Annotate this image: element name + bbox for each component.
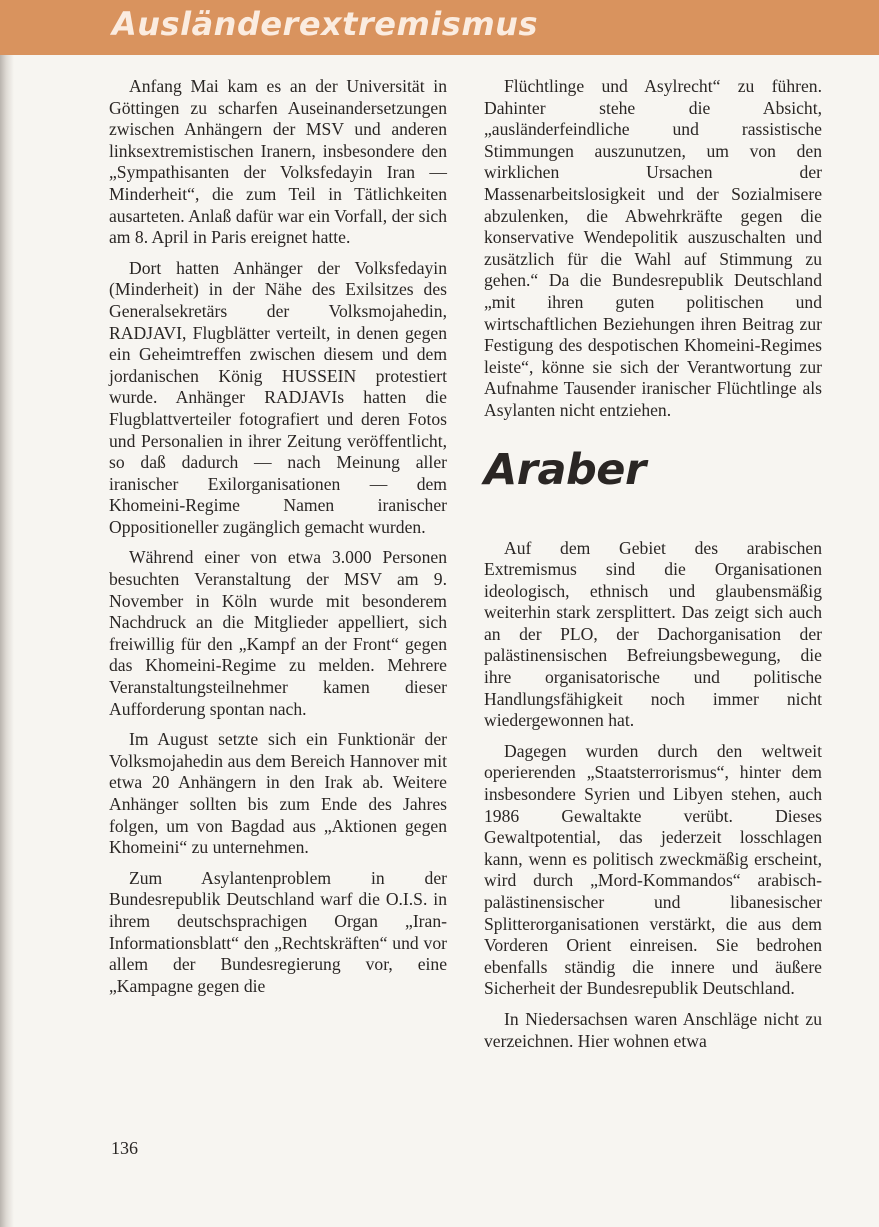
paragraph: Flüchtlinge und Asylrecht“ zu führen. Dahinter stehe die Absicht, „ausländerfeindliche und rassistische Stimmungen auszunutzen, um von den wirklichen Ursachen der Massenarbeitslosigkeit und der Sozialmisere abzulenken, die Abwehrkräfte gegen die konservative Wendepolitik auszuschalten und zusätzlich für die Wahl auf Stimmung zu gehen.“ Da die Bundesrepublik Deutschland „mit ihren guten politischen und wirtschaftlichen Beziehungen ihren Beitrag zur Festigung des despotischen Khomeini-Regimes leiste“, könne sie sich der Verantwortung zur Aufnahme Tausender iranischer Flüchtlinge als Asylanten nicht entziehen. [484, 76, 822, 420]
paragraph: Auf dem Gebiet des arabischen Extremismus sind die Organisationen ideologisch, ethnisch und glaubensmäßig weiterhin stark zersplittert. Das zeigt sich auch an der PLO, der Dachorganisation der palästinensischen Befreiungsbewegung, die ihre organisatorische und politische Handlungsfähigkeit noch immer nicht wiedergewonnen hat. [484, 537, 822, 731]
right-column [484, 76, 822, 1061]
page-number: 136 [111, 1138, 138, 1158]
page-title: Ausländerextremismus [112, 5, 538, 43]
paragraph: In Niedersachsen waren Anschläge nicht zu verzeichnen. Hier wohnen etwa [484, 1008, 822, 1051]
section-heading: Araber [484, 444, 646, 495]
page-edge-shadow [0, 0, 14, 1227]
paragraph: Während einer von etwa 3.000 Personen besuchten Veranstaltung der MSV am 9. November in Köln wurde mit besonderem Nachdruck an die Mitglieder appelliert, sich freiwillig für den „Kampf an der Front“ gegen das Khomeini-Regime zu melden. Mehrere Veranstaltungsteilnehmer kamen dieser Aufforderung spontan nach. [109, 547, 447, 719]
paragraph: Im August setzte sich ein Funktionär der Volksmojahedin aus dem Bereich Hannover mit etwa 20 Anhängern in den Irak ab. Weitere Anhänger sollten bis zum Ende des Jahres folgen, um von Bagdad aus „Aktionen gegen Khomeini“ zu unternehmen. [109, 729, 447, 858]
paragraph: Dagegen wurden durch den weltweit operierenden „Staatsterrorismus“, hinter dem insbesondere Syrien und Libyen stehen, auch 1986 Gewaltakte verübt. Dieses Gewaltpotential, das jederzeit losschlagen kann, wenn es politisch zweckmäßig erscheint, wird durch „Mord-Kommandos“ arabisch-palästinensischer und libanesischer Splitterorganisationen verstärkt, die aus dem Vorderen Orient einreisen. Sie bedrohen ebenfalls ständig die innere und äußere Sicherheit der Bundesrepublik Deutschland. [484, 740, 822, 999]
left-column [109, 76, 447, 1006]
paragraph: Dort hatten Anhänger der Volksfedayin (Minderheit) in der Nähe des Exilsitzes des Generalsekretärs der Volksmojahedin, RADJAVI, Flugblätter verteilt, in denen gegen ein Geheimtreffen zwischen diesem und dem jordanischen König HUSSEIN protestiert wurde. Anhänger RADJAVIs hatten die Flugblattverteiler fotografiert und deren Fotos und Personalien in ihrer Zeitung veröffentlicht, so daß dadurch — nach Meinung aller iranischer Exilorganisationen — dem Khomeini-Regime Namen iranischer Oppositioneller zugänglich gemacht wurden. [109, 257, 447, 537]
paragraph: Anfang Mai kam es an der Universität in Göttingen zu scharfen Auseinandersetzungen zwischen Anhängern der MSV und anderen linksextremistischen Iranern, insbesondere den „Sympathisanten der Volksfedayin Iran — Minderheit“, die zum Teil in Tätlichkeiten ausarteten. Anlaß dafür war ein Vorfall, der sich am 8. April in Paris ereignet hatte. [109, 76, 447, 248]
header-band [0, 0, 879, 55]
paragraph: Zum Asylantenproblem in der Bundesrepublik Deutschland warf die O.I.S. in ihrem deutschsprachigen Organ „Iran-Informationsblatt“ den „Rechtskräften“ und vor allem der Bundesregierung vor, eine „Kampagne gegen die [109, 867, 447, 996]
